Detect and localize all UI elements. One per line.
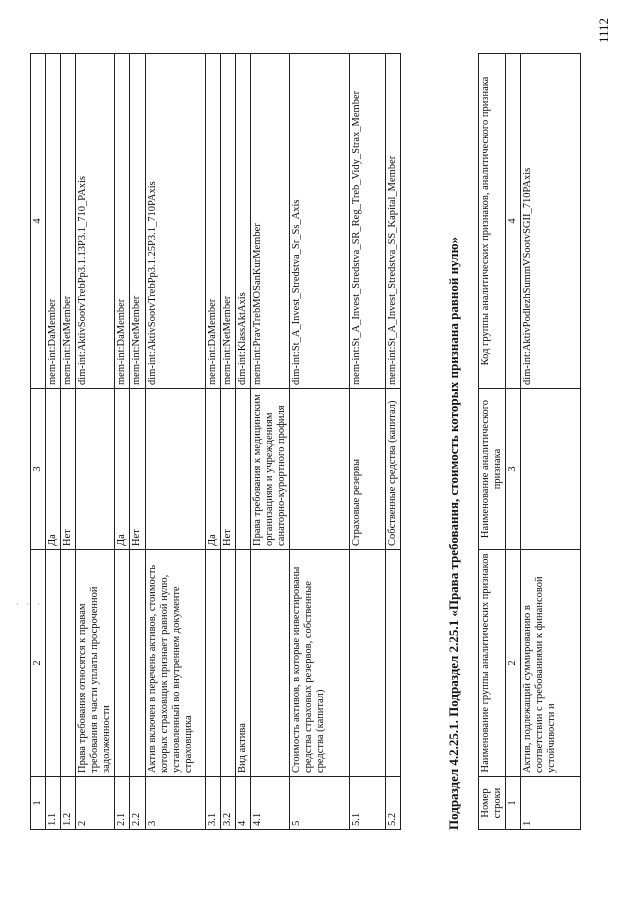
attribute-name (76, 389, 115, 550)
table-row (235, 54, 250, 830)
group-name: Актив, подлежащий суммированию в соответствии с требованиями к финансовой устойчивости и (521, 550, 581, 777)
attribute-name (289, 389, 349, 550)
column-number: 4 (506, 54, 521, 389)
column-number: 1 (506, 777, 521, 830)
row-number: 5.2 (385, 777, 400, 830)
row-number: 1.2 (61, 777, 76, 830)
table-row (115, 54, 130, 830)
code: mem-int:NetMember (130, 54, 145, 389)
row-number: 1 (521, 777, 581, 830)
attribute-name (521, 389, 581, 550)
table-row (349, 54, 385, 830)
attribute-name: Нет (130, 389, 145, 550)
group-name (250, 550, 289, 777)
attribute-name: Нет (61, 389, 76, 550)
group-name (130, 550, 145, 777)
group-name (349, 550, 385, 777)
table-row (46, 54, 61, 830)
attribute-name (145, 389, 205, 550)
row-number: 4.1 (250, 777, 289, 830)
section-heading: Подраздел 4.2.25.1. Подраздел 2.25.1 «Права требования, стоимость которых признана равной нулю» (446, 236, 461, 830)
group-name (205, 550, 220, 777)
header-cell: 2 (31, 550, 46, 777)
code: dim-int:AktivPodlezhSummVSootvSGII_710PAxis (521, 54, 581, 389)
margin-marks: · · · (16, 600, 43, 609)
table-row (385, 54, 400, 830)
group-name: Вид актива (235, 550, 250, 777)
attribute-name: Собственные средства (капитал) (385, 389, 400, 550)
row-number: 1.1 (46, 777, 61, 830)
code: dim-int:AktivSootvTrebPp3.1.25P3.1_710PAxis (145, 54, 205, 389)
header-cell: 4 (31, 54, 46, 389)
code: mem-int:DaMember (205, 54, 220, 389)
analytics-table-continued (30, 53, 401, 830)
table-row (76, 54, 115, 830)
attribute-name: Да (115, 389, 130, 550)
group-name: Права требования относятся к правам требования в части уплаты просроченной задолженности (76, 550, 115, 777)
attribute-name: Страховые резервы (349, 389, 385, 550)
header-cell: Код группы аналитических признаков, аналитического признака (479, 54, 506, 389)
row-number: 3.1 (205, 777, 220, 830)
attribute-name (235, 389, 250, 550)
group-name (61, 550, 76, 777)
column-number-row (31, 54, 46, 830)
table-row (250, 54, 289, 830)
header-cell: 3 (31, 389, 46, 550)
row-number: 3.2 (220, 777, 235, 830)
table-row (289, 54, 349, 830)
table-row (145, 54, 205, 830)
table-row (130, 54, 145, 830)
attribute-name: Да (205, 389, 220, 550)
attribute-name: Да (46, 389, 61, 550)
header-cell: Наименование группы аналитических признаков (479, 550, 506, 777)
table-row (521, 54, 581, 830)
row-number: 5 (289, 777, 349, 830)
code: mem-int:St_A_Invest_Stredstva_SR_Reg_Treb_Vidy_Strax_Member (349, 54, 385, 389)
group-name: Актив включен в перечень активов, стоимость которых страховщик признает равной нулю, установленный во внутреннем документе страховщика (145, 550, 205, 777)
code: mem-int:St_A_Invest_Stredstva_SS_Kapital_Member (385, 54, 400, 389)
row-number: 3 (145, 777, 205, 830)
column-number-row (506, 54, 521, 830)
group-name: Стоимость активов, в которые инвестированы средства страховых резервов, собственные средства (капитал) (289, 550, 349, 777)
group-name (115, 550, 130, 777)
code: dim-int:KlassAktAxis (235, 54, 250, 389)
header-cell: Номер строки (479, 777, 506, 830)
code: mem-int:DaMember (115, 54, 130, 389)
header-cell: 1 (31, 777, 46, 830)
row-number: 5.1 (349, 777, 385, 830)
table-row (220, 54, 235, 830)
attribute-name: Нет (220, 389, 235, 550)
group-name (220, 550, 235, 777)
row-number: 4 (235, 777, 250, 830)
table-row (205, 54, 220, 830)
code: mem-int:NetMember (220, 54, 235, 389)
group-name (46, 550, 61, 777)
code: dim-int:St_A_Invest_Stredstva_Sr_Ss_Axis (289, 54, 349, 389)
table-row (61, 54, 76, 830)
row-number: 2 (76, 777, 115, 830)
code: mem-int:NetMember (61, 54, 76, 389)
page-number: 1112 (596, 17, 611, 43)
row-number: 2.1 (115, 777, 130, 830)
header-cell: Наименование аналитического признака (479, 389, 506, 550)
group-name (385, 550, 400, 777)
column-number: 2 (506, 550, 521, 777)
column-number: 3 (506, 389, 521, 550)
code: dim-int:AktivSootvTrebPp3.1.13P3.1_710_PAxis (76, 54, 115, 389)
row-number: 2.2 (130, 777, 145, 830)
header-row (479, 54, 506, 830)
analytics-table-2-25-1 (478, 53, 581, 830)
code: mem-int:DaMember (46, 54, 61, 389)
attribute-name: Права требования к медицинским организациям и учреждениям санаторно-курортного профиля (250, 389, 289, 550)
code: mem-int:PravTrebMOSanKurMember (250, 54, 289, 389)
